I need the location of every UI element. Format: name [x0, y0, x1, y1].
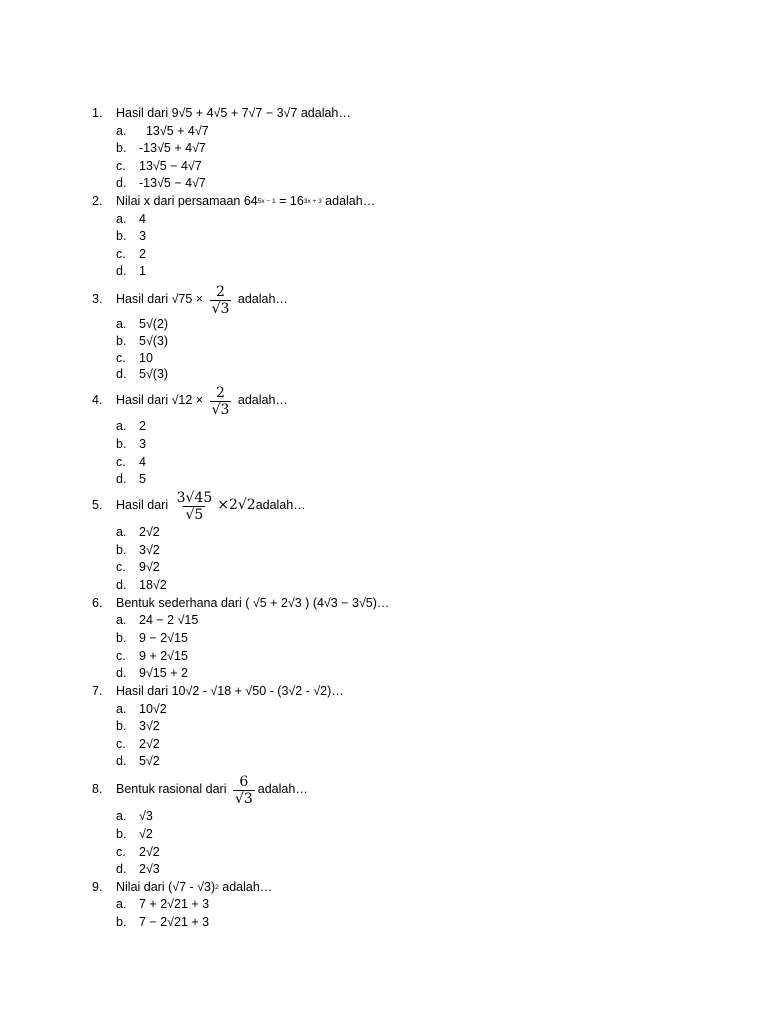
option-letter: d.: [116, 666, 127, 680]
option-letter: c.: [116, 845, 126, 859]
fraction-denominator: √3: [234, 790, 253, 807]
question-text-part: Hasil dari √12 ×: [116, 393, 207, 407]
option-letter: d.: [116, 176, 127, 190]
question-text: [116, 489, 306, 522]
option-letter: d.: [116, 264, 127, 278]
option-letter: d.: [116, 862, 127, 876]
option-letter: b.: [116, 631, 127, 645]
option-letter: b.: [116, 141, 127, 155]
option-text: 13√5 + 4√7: [139, 124, 209, 138]
option-text: 9 + 2√15: [139, 649, 188, 663]
option-text: 2√3: [139, 862, 160, 876]
option-text: √2: [139, 827, 153, 841]
fraction-denominator: √5: [185, 506, 204, 523]
question-number: 9.: [92, 880, 103, 894]
option-letter: c.: [116, 455, 126, 469]
option-letter: c.: [116, 560, 126, 574]
option-letter: d.: [116, 754, 127, 768]
option-letter: a.: [116, 525, 127, 539]
option-letter: a.: [116, 317, 127, 331]
option-letter: b.: [116, 915, 127, 929]
option-letter: d.: [116, 472, 127, 486]
option-text: 9√15 + 2: [139, 666, 188, 680]
question-text-part: ×2√2: [217, 497, 256, 513]
question-number: 1.: [92, 106, 103, 120]
option-text: 2√2: [139, 737, 160, 751]
fraction-denominator: √3: [211, 401, 230, 418]
option-text: 2: [139, 419, 146, 433]
option-letter: a.: [116, 419, 127, 433]
exponent: 5x − 1: [257, 197, 276, 205]
option-letter: a.: [116, 613, 127, 627]
option-letter: c.: [116, 247, 126, 261]
fraction: [175, 490, 215, 523]
option-letter: c.: [116, 737, 126, 751]
option-text: 5: [139, 472, 146, 486]
question-text-part: adalah…: [234, 393, 288, 407]
fraction: [233, 774, 255, 807]
question-text-part: adalah…: [218, 880, 273, 894]
question-number: 2.: [92, 194, 103, 208]
question-text-part: = 16: [275, 194, 304, 208]
option-letter: a.: [116, 809, 127, 823]
option-text: 7 + 2√21 + 3: [139, 897, 210, 911]
exponent: 3x + 3: [303, 197, 322, 205]
question-text: Hasil dari 10√2 - √18 + √50 - (3√2 - √2)…: [116, 684, 344, 698]
fraction: [210, 284, 232, 317]
option-text: 1: [139, 264, 146, 278]
option-letter: b.: [116, 827, 127, 841]
question-number: 8.: [92, 782, 103, 796]
option-letter: b.: [116, 719, 127, 733]
question-text: [116, 773, 308, 806]
question-text-part: Hasil dari √75 ×: [116, 292, 207, 306]
question-text-part: adalah…: [321, 194, 376, 208]
question-number: 6.: [92, 596, 103, 610]
fraction-numerator: 3√45: [176, 489, 213, 506]
question-number: 4.: [92, 393, 103, 407]
option-letter: a.: [116, 212, 127, 226]
exponent: 2: [215, 883, 219, 891]
question-text: [116, 384, 288, 417]
option-text: 3√2: [139, 543, 160, 557]
question-text-part: Nilai dari (√7 - √3): [116, 880, 216, 894]
option-text: 4: [139, 212, 146, 226]
question-number: 5.: [92, 498, 103, 512]
option-text: 7 − 2√21 + 3: [139, 915, 210, 929]
option-letter: b.: [116, 229, 127, 243]
question-text-part: adalah…: [234, 292, 288, 306]
option-letter: b.: [116, 543, 127, 557]
question-text-part: adalah…: [255, 498, 306, 512]
option-text: 9 − 2√15: [139, 631, 188, 645]
option-text: √3: [139, 809, 153, 823]
option-text: 9√2: [139, 560, 160, 574]
option-text: 5√(2): [139, 317, 169, 331]
question-text: Hasil dari 9√5 + 4√5 + 7√7 − 3√7 adalah…: [116, 106, 351, 120]
option-text: 18√2: [139, 578, 167, 592]
fraction-numerator: 2: [216, 384, 225, 401]
option-letter: c.: [116, 159, 126, 173]
option-text: -13√5 + 4√7: [139, 141, 206, 155]
fraction-numerator: 6: [239, 773, 249, 790]
option-text: 2: [139, 247, 146, 261]
question-number: 7.: [92, 684, 103, 698]
option-letter: b.: [116, 334, 127, 348]
option-text: 5√2: [139, 754, 160, 768]
option-text: 2√2: [139, 845, 160, 859]
option-letter: b.: [116, 437, 127, 451]
question-text: [116, 880, 272, 894]
option-text: 10√2: [139, 702, 167, 716]
option-letter: a.: [116, 702, 127, 716]
fraction-numerator: 2: [216, 283, 225, 300]
option-letter: a.: [116, 124, 127, 138]
question-text: [116, 194, 375, 208]
fraction: [210, 385, 232, 418]
option-letter: c.: [116, 351, 126, 365]
option-text: 3√2: [139, 719, 160, 733]
option-text: 3: [139, 437, 146, 451]
option-text: 5√(3): [139, 334, 169, 348]
option-text: 3: [139, 229, 146, 243]
option-letter: c.: [116, 649, 126, 663]
option-text: 4: [139, 455, 146, 469]
option-letter: d.: [116, 367, 127, 381]
question-text: [116, 283, 288, 316]
option-text: 2√2: [139, 525, 160, 539]
question-text-part: Bentuk rasional dari: [116, 782, 230, 796]
question-text: Bentuk sederhana dari ( √5 + 2√3 ) (4√3 − 3√5)…: [116, 596, 390, 610]
option-letter: d.: [116, 578, 127, 592]
fraction-denominator: √3: [211, 300, 230, 317]
question-text-part: Nilai x dari persamaan 64: [116, 194, 258, 208]
question-number: 3.: [92, 292, 103, 306]
option-text: 24 − 2 √15: [139, 613, 199, 627]
question-text-part: adalah…: [257, 782, 308, 796]
option-text: 5√(3): [139, 367, 169, 381]
option-text: 10: [139, 351, 153, 365]
option-text: -13√5 − 4√7: [139, 176, 206, 190]
option-letter: a.: [116, 897, 127, 911]
option-text: 13√5 − 4√7: [139, 159, 202, 173]
question-text-part: Hasil dari: [116, 498, 172, 512]
